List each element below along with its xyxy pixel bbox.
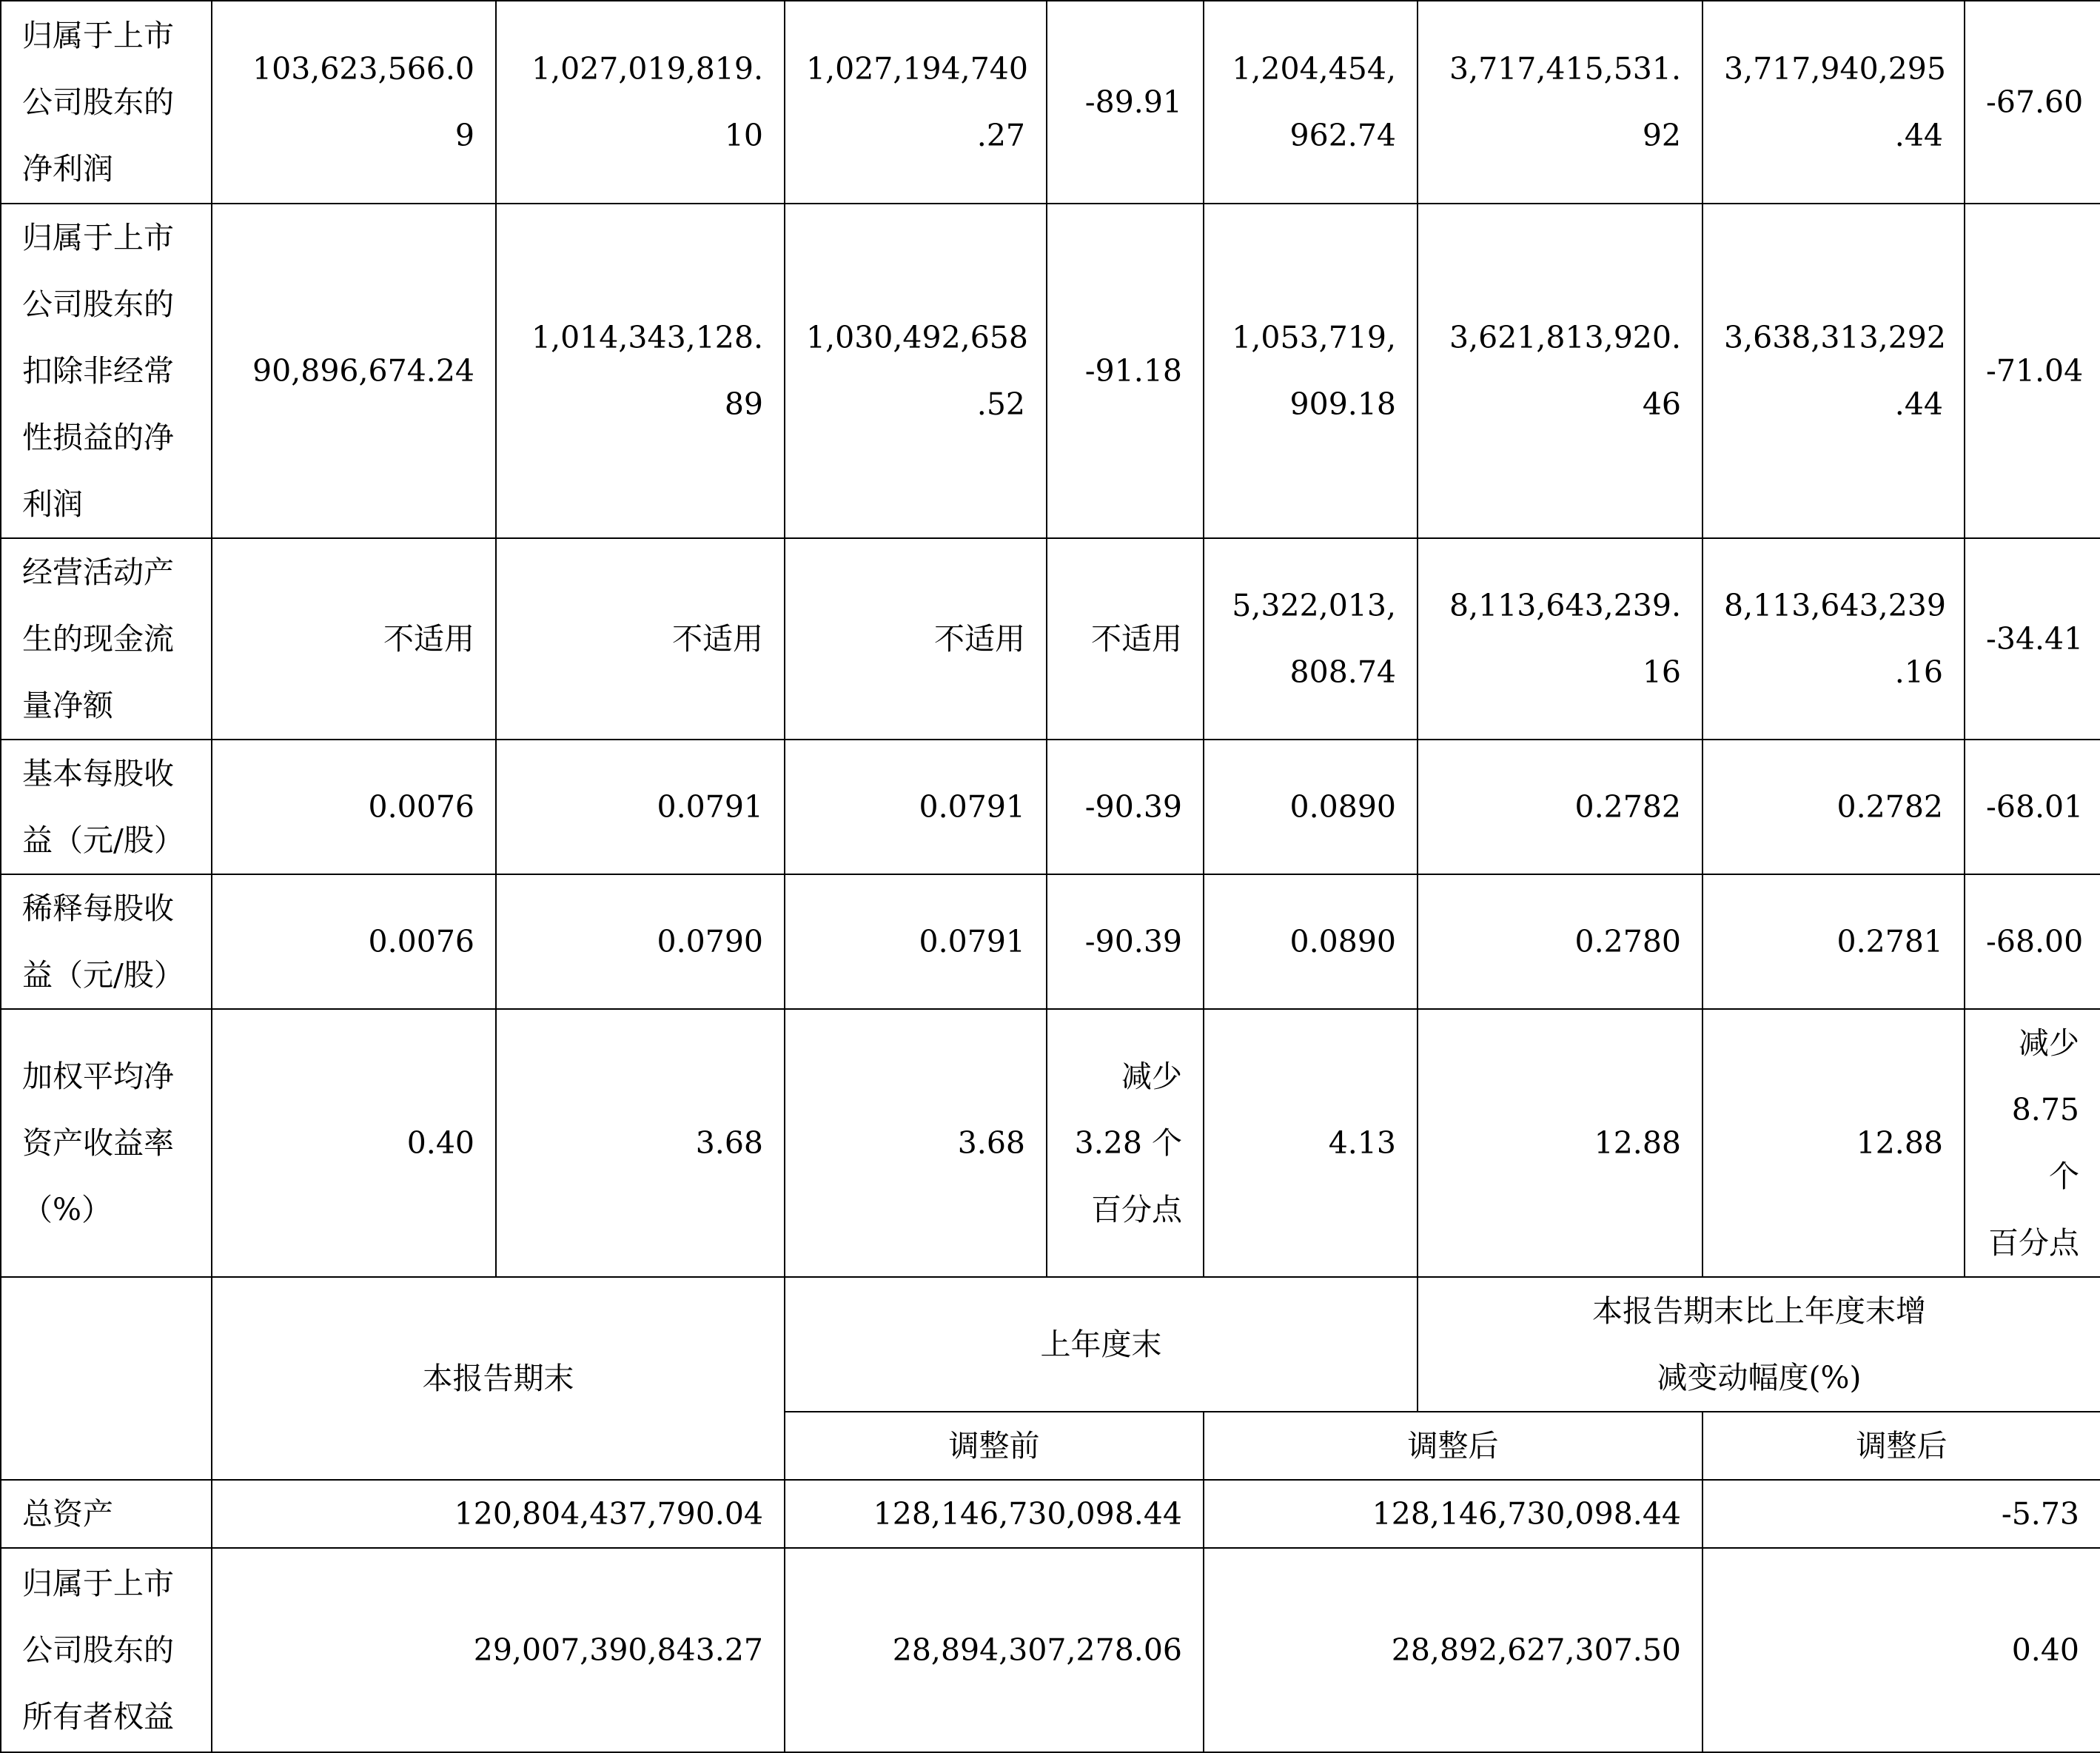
table-cell: 28,892,627,307.50 <box>1204 1548 1703 1752</box>
table-cell: 3.68 <box>496 1009 785 1277</box>
table-row <box>1 1 2100 204</box>
table-cell: 不适用 <box>1047 538 1204 740</box>
table-cell: 12.88 <box>1703 1009 1965 1277</box>
header-after-adjust: 调整后 <box>1204 1412 1703 1480</box>
table-row <box>1 1009 2100 1277</box>
row-label: 归属于上市 公司股东的 所有者权益 <box>1 1548 212 1752</box>
table-cell: 0.0890 <box>1204 874 1418 1009</box>
table-cell: 不适用 <box>785 538 1047 740</box>
header-before-adjust: 调整前 <box>785 1412 1204 1480</box>
table-cell: -68.00 <box>1965 874 2100 1009</box>
row-label: 基本每股收 益（元/股） <box>1 740 212 874</box>
table-cell: 不适用 <box>212 538 496 740</box>
table-row <box>1 1480 2100 1548</box>
table-cell: 1,014,343,128. 89 <box>496 204 785 538</box>
table-cell: 0.0890 <box>1204 740 1418 874</box>
table-cell: 3,717,940,295 .44 <box>1703 1 1965 204</box>
header-prior-year-end: 上年度末 <box>785 1277 1418 1412</box>
table-cell: 28,894,307,278.06 <box>785 1548 1204 1752</box>
table-cell: 3,717,415,531. 92 <box>1418 1 1703 204</box>
table-cell: -90.39 <box>1047 874 1204 1009</box>
header-blank-cell <box>1 1277 212 1480</box>
table-cell: 8,113,643,239 .16 <box>1703 538 1965 740</box>
table-cell: 3,621,813,920. 46 <box>1418 204 1703 538</box>
row-label: 经营活动产 生的现金流 量净额 <box>1 538 212 740</box>
table-cell: 0.2780 <box>1418 874 1703 1009</box>
table-cell: 4.13 <box>1204 1009 1418 1277</box>
row-label: 总资产 <box>1 1480 212 1548</box>
table-cell: 0.0791 <box>785 740 1047 874</box>
table-header-row <box>1 1277 2100 1412</box>
table-cell: -67.60 <box>1965 1 2100 204</box>
table-row <box>1 874 2100 1009</box>
table-row <box>1 538 2100 740</box>
table-cell: 8,113,643,239. 16 <box>1418 538 1703 740</box>
table-cell: 12.88 <box>1418 1009 1703 1277</box>
table-cell: 0.40 <box>212 1009 496 1277</box>
table-cell: 0.40 <box>1703 1548 2100 1752</box>
table-cell: 0.0076 <box>212 740 496 874</box>
table-cell: -89.91 <box>1047 1 1204 204</box>
table-cell: 3,638,313,292 .44 <box>1703 204 1965 538</box>
table-cell: 0.0076 <box>212 874 496 1009</box>
table-cell: 3.68 <box>785 1009 1047 1277</box>
table-cell: 1,027,019,819. 10 <box>496 1 785 204</box>
table-cell: 0.0790 <box>496 874 785 1009</box>
row-label: 加权平均净 资产收益率 （%） <box>1 1009 212 1277</box>
table-cell: 103,623,566.0 9 <box>212 1 496 204</box>
table-cell: 减少 3.28 个 百分点 <box>1047 1009 1204 1277</box>
table-cell: 0.0791 <box>496 740 785 874</box>
table-cell: 90,896,674.24 <box>212 204 496 538</box>
header-change-after-adjust: 调整后 <box>1703 1412 2100 1480</box>
table-cell: 减少 8.75 个 百分点 <box>1965 1009 2100 1277</box>
table-cell: -91.18 <box>1047 204 1204 538</box>
table-cell: 128,146,730,098.44 <box>1204 1480 1703 1548</box>
table-cell: 5,322,013, 808.74 <box>1204 538 1418 740</box>
table-cell: 29,007,390,843.27 <box>212 1548 785 1752</box>
table-cell: 1,027,194,740 .27 <box>785 1 1047 204</box>
table-cell: -68.01 <box>1965 740 2100 874</box>
table-row <box>1 204 2100 538</box>
header-change: 本报告期末比上年度末增 减变动幅度(%) <box>1418 1277 2100 1412</box>
row-label: 稀释每股收 益（元/股） <box>1 874 212 1009</box>
table-cell: 0.2782 <box>1703 740 1965 874</box>
table-cell: -90.39 <box>1047 740 1204 874</box>
table-cell: 0.2782 <box>1418 740 1703 874</box>
table-cell: 1,030,492,658 .52 <box>785 204 1047 538</box>
table-cell: 120,804,437,790.04 <box>212 1480 785 1548</box>
table-cell: 128,146,730,098.44 <box>785 1480 1204 1548</box>
row-label: 归属于上市 公司股东的 扣除非经常 性损益的净 利润 <box>1 204 212 538</box>
table-cell: -71.04 <box>1965 204 2100 538</box>
header-period-end: 本报告期末 <box>212 1277 785 1480</box>
row-label: 归属于上市 公司股东的 净利润 <box>1 1 212 204</box>
table-cell: 0.2781 <box>1703 874 1965 1009</box>
table-cell: -5.73 <box>1703 1480 2100 1548</box>
table-cell: 0.0791 <box>785 874 1047 1009</box>
table-cell: 不适用 <box>496 538 785 740</box>
table-row <box>1 1548 2100 1752</box>
table-cell: -34.41 <box>1965 538 2100 740</box>
table-row <box>1 740 2100 874</box>
table-cell: 1,204,454, 962.74 <box>1204 1 1418 204</box>
table-cell: 1,053,719, 909.18 <box>1204 204 1418 538</box>
